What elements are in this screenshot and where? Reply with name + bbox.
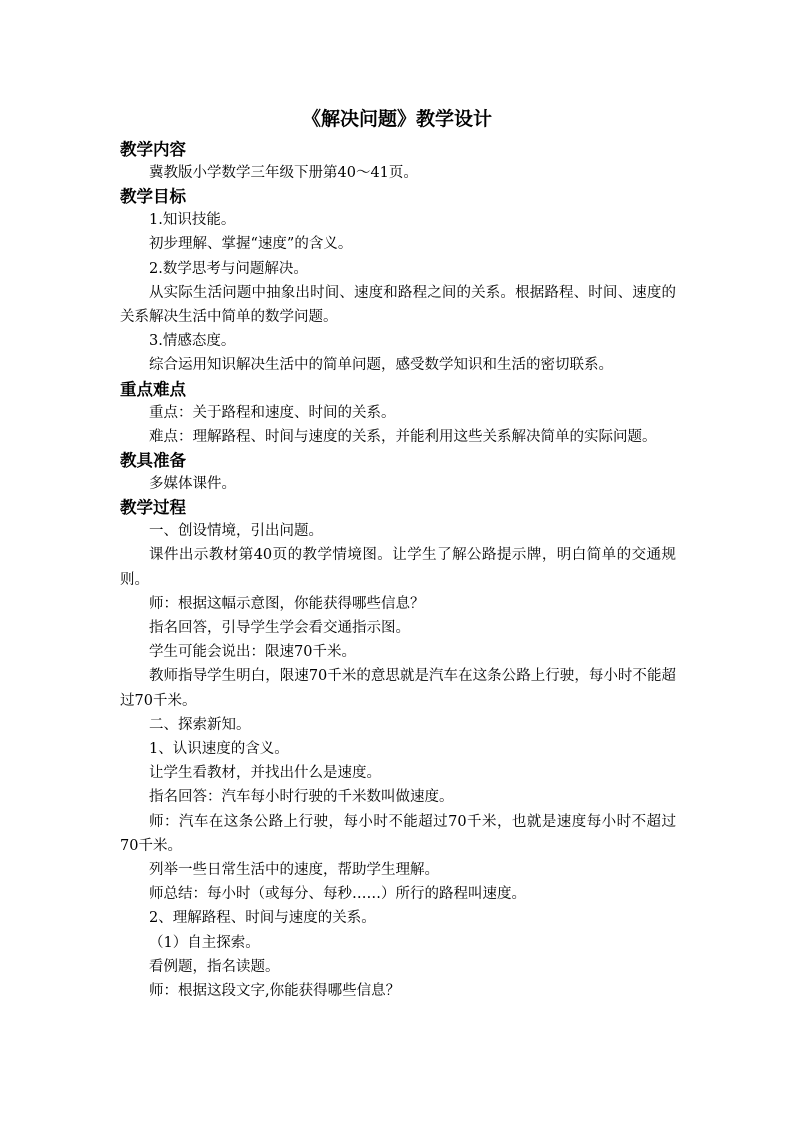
paragraph: 多媒体课件。 [149,476,236,493]
section-heading-key-points: 重点难点 [120,379,186,399]
section-heading-objectives: 教学目标 [120,187,186,207]
section-heading-materials: 教具准备 [120,451,186,471]
document-body [120,138,676,1003]
document-title: 《解决问题》教学设计 [301,108,492,130]
paragraph: 1.知识技能。 [149,212,236,229]
paragraph: 冀教版小学数学三年级下册第40～41页。 [149,165,418,181]
paragraph: 一、创设情境，引出问题。 [149,523,323,540]
paragraph: 初步理解、掌握“速度”的含义。 [149,236,353,253]
paragraph: 难点：理解路程、时间与速度的关系，并能利用这些关系解决简单的实际问题。 [149,428,657,445]
paragraph: 二、探索新知。 [149,716,251,733]
paragraph: 师：根据这幅示意图，你能获得哪些信息？ [149,595,425,612]
section-heading-content: 教学内容 [120,140,186,159]
paragraph: 3.情感态度。 [149,333,236,350]
paragraph: 让学生看教材，并找出什么是速度。 [149,765,381,782]
paragraph: 指名回答：汽车每小时行驶的千米数叫做速度。 [149,789,454,806]
paragraph: 师总结：每小时（或每分、每秒……）所行的路程叫速度。 [149,886,526,903]
paragraph: 课件出示教材第40页的教学情境图。让学生了解公路提示牌，明白简单的交通规则。 [120,547,676,588]
paragraph: 学生可能会说出：限速70千米。 [149,644,356,661]
paragraph: 列举一些日常生活中的速度，帮助学生理解。 [149,862,439,879]
paragraph: 师：汽车在这条公路上行驶，每小时不能超过70千米，也就是速度每小时不超过70千米。 [120,813,676,854]
paragraph: 1、认识速度的含义。 [149,741,289,758]
paragraph: 2、理解路程、时间与速度的关系。 [149,910,376,927]
paragraph: 综合运用知识解决生活中的简单问题，感受数学知识和生活的密切联系。 [149,357,613,374]
paragraph: 重点：关于路程和速度、时间的关系。 [149,404,396,421]
paragraph: 看例题，指名读题。 [149,958,280,975]
paragraph: 指名回答，引导学生学会看交通指示图。 [149,620,410,637]
paragraph: 从实际生活问题中抽象出时间、速度和路程之间的关系。根据路程、时间、速度的关系解决生活中简单的数学问题。 [120,284,676,326]
paragraph: 师：根据这段文字,你能获得哪些信息？ [149,983,401,1000]
section-heading-process: 教学过程 [120,498,186,518]
paragraph: 2.数学思考与问题解决。 [149,260,308,277]
paragraph: 教师指导学生明白，限速70千米的意思就是汽车在这条公路上行驶，每小时不能超过70千米。 [120,668,676,709]
paragraph: （1）自主探索。 [149,934,260,951]
